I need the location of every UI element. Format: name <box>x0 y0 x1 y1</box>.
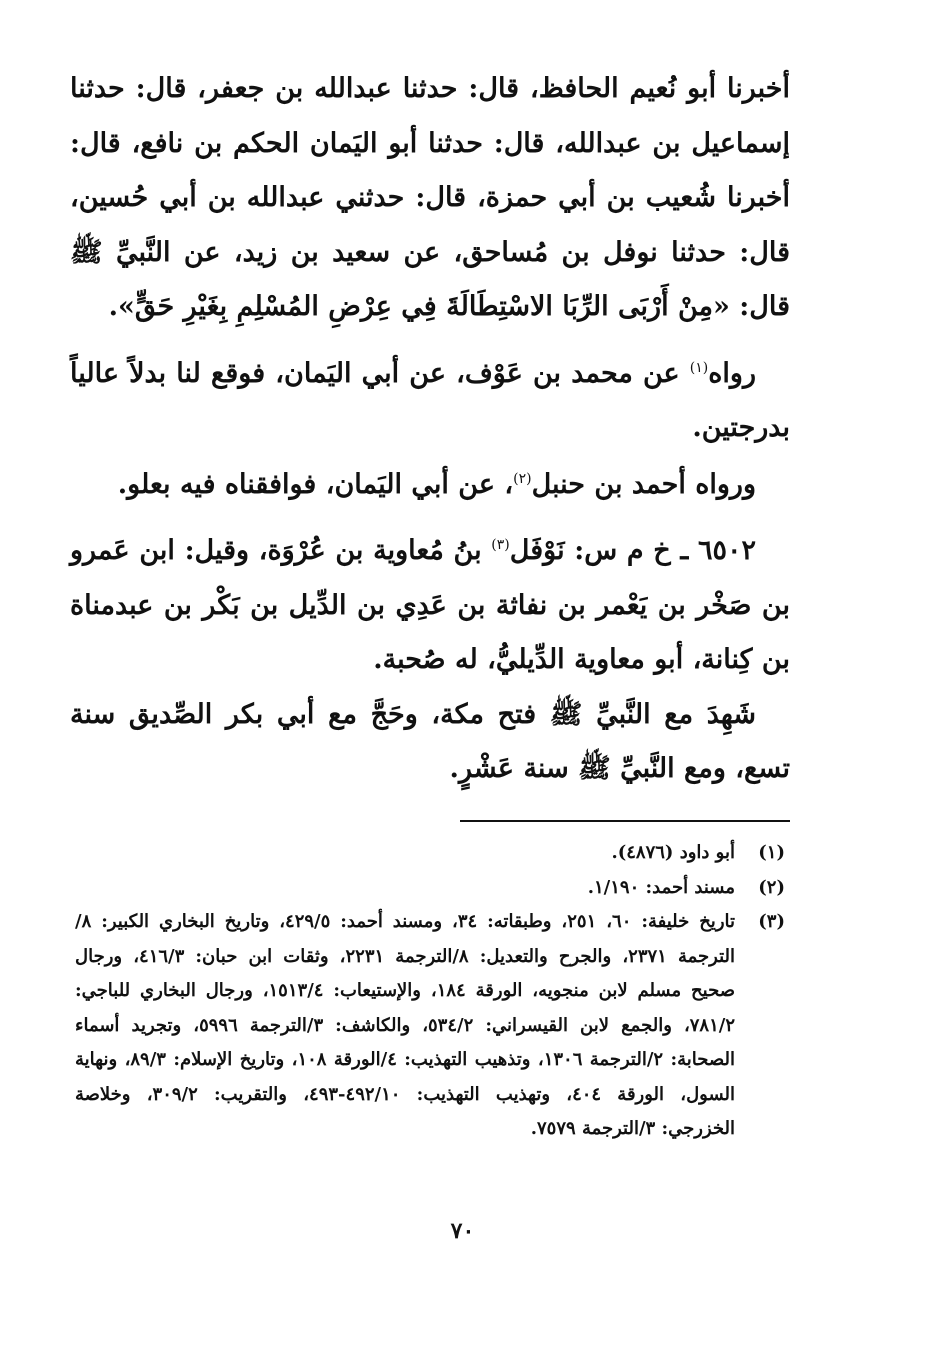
footnote-ref-3: (٣) <box>491 537 510 553</box>
page-number: ٧٠ <box>450 1218 475 1244</box>
footnote-number: (١) <box>758 842 785 863</box>
narration-rest-2: ، عن أبي اليَمان، فوافقناه فيه بعلو. <box>117 468 514 500</box>
hadith-paragraph: أخبرنا أبو نُعيم الحافظ، قال: حدثنا عبدالله بن جعفر، قال: حدثنا إسماعيل بن عبدالله، قال: حدثنا أبو اليَمان الحكم بن نافع، قال: أخبرنا شُعيب بن أبي حمزة، قال: حدثني عبدالله بن أبي حُسين، قال: حدثنا نوفل بن مُساحق، عن سعيد بن زيد، عن النَّبيِّ ﷺ قال: «مِنْ أَرْبَى الرِّبَا الاسْتِطَالَةَ فِي عِرْضِ المُسْلِمِ بِغَيْرِ حَقٍّ». <box>70 73 790 322</box>
main-text <box>70 62 790 797</box>
footnote-2 <box>75 871 785 906</box>
footnote-text: أبو داود (٤٨٧٦). <box>611 842 735 863</box>
narration-text-2: ورواه أحمد بن حنبل <box>531 468 756 500</box>
footnote-number: (٣) <box>758 911 785 932</box>
narration-paragraph <box>70 347 790 456</box>
narration-text: رواه <box>708 357 756 389</box>
footnote-text: مسند أحمد: ١/١٩٠. <box>587 876 735 898</box>
footnote-ref-1: (١) <box>689 359 709 376</box>
footnote-number: (٢) <box>758 876 785 898</box>
entry-number: ٦٥٠٢ ـ <box>680 535 756 566</box>
footnote-1 <box>75 836 785 871</box>
narration-paragraph-2 <box>70 458 790 513</box>
entry-codes: خ م س: <box>564 535 681 566</box>
footnote-divider <box>460 820 790 822</box>
entry-name: نَوْفَل <box>509 535 565 566</box>
footnote-ref-2: (٢) <box>513 470 532 487</box>
narration-rest: عن محمد بن عَوْف، عن أبي اليَمان، فوقع لنا بدلاً عالياً بدرجتين. <box>70 357 790 443</box>
footnotes <box>75 836 785 1147</box>
footnote-text: تاريخ خليفة: ٦٠، ٢٥١، وطبقاته: ٣٤، ومسند أحمد: ٤٢٩/٥، وتاريخ البخاري الكبير: ٨/الترجمة ٢٣٧١، والجرح والتعديل: ٨/الترجمة ٢٢٣١، وثقات ابن حبان: ٤١٦/٣، ورجال صحيح مسلم لابن منجويه، الورقة ١٨٤، والإستيعاب: ١٥١٣/٤، ورجال البخاري للباجي: ٧٨١/٢، والجمع لابن القيسراني: ٥٣٤/٢، والكاشف: ٣/الترجمة ٥٩٩٦، وتجريد أسماء الصحابة: ٢/الترجمة ١٣٠٦، وتذهيب التهذيب: ٤/الورقة ١٠٨، وتاريخ الإسلام: ٨٩/٣، ونهاية السول، الورقة ٤٠٤، وتهذيب التهذيب: ٤٩٢/١٠-٤٩٣، والتقريب: ٣٠٩/٢، وخلاصة الخزرجي: ٣/الترجمة ٧٥٧٩. <box>75 911 736 1139</box>
biography-paragraph: شَهِدَ مع النَّبيِّ ﷺ فتح مكة، وحَجَّ مع أبي بكر الصِّديق سنة تسع، ومع النَّبيِّ ﷺ سنة عَشْرٍ. <box>70 698 790 784</box>
entry-paragraph <box>70 524 790 688</box>
footnote-3 <box>75 905 785 1147</box>
entry-rest: بنُ مُعاوية بن عُرْوَة، وقيل: ابن عَمرو بن صَخْر بن يَعْمر بن نفاثة بن عَدِي بن الدِّيل بن بَكْر بن عبدمناة بن كِنانة، أبو معاوية الدِّيليُّ، له صُحبة. <box>70 535 790 675</box>
